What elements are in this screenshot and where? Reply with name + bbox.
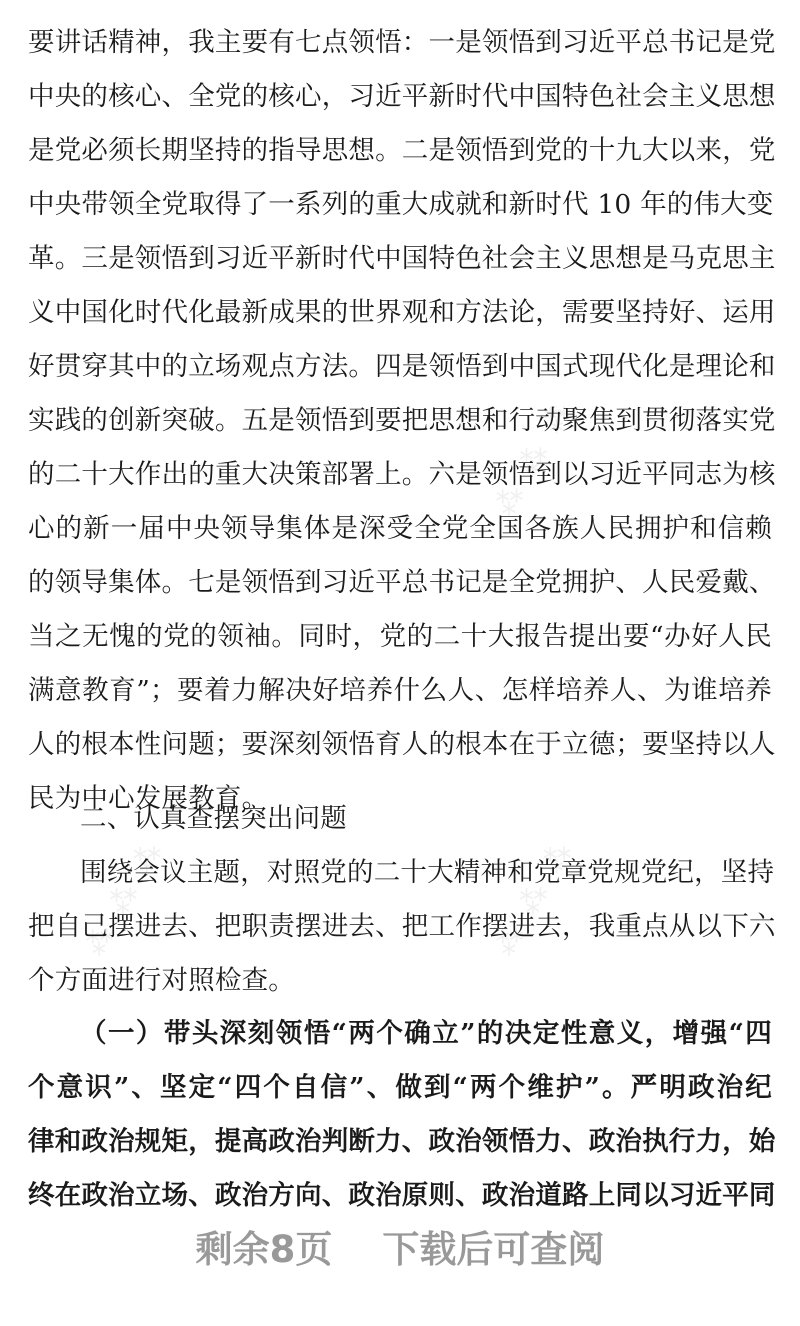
body-text-line: 中央的核心、全党的核心，习近平新时代中国特色社会主义思想 (28, 81, 776, 112)
body-text-line: 中央带领全党取得了一系列的重大成就和新时代 10 年的伟大变 (28, 189, 774, 220)
watermark: ⁂ ⁂ ⁂ (487, 832, 582, 963)
watermark: ⁂ ⁂ ⁂ (77, 832, 172, 963)
body-text-line: 围绕会议主题，对照党的二十大精神和党章党规党纪，坚持 (80, 857, 775, 888)
body-text-line: 把自己摆进去、把职责摆进去、把工作摆进去，我重点从以下六 (28, 911, 776, 942)
download-to-view-label: 下载后可查阅 (382, 1228, 605, 1271)
body-text-line: 当之无愧的党的领袖。同时，党的二十大报告提出要“办好人民 (28, 621, 772, 652)
body-text-line: 实践的创新突破。五是领悟到要把思想和行动聚焦到贯彻落实党 (28, 405, 776, 436)
watermark: ⁂ ⁂ ⁂ (487, 392, 582, 523)
download-prompt-banner[interactable] (0, 1222, 800, 1278)
body-text-line: 好贯穿其中的立场观点方法。四是领悟到中国式现代化是理论和 (28, 351, 776, 382)
remaining-pages-label: 剩余8页 (195, 1228, 333, 1271)
body-text-line: 的领导集体。七是领悟到习近平总书记是全党拥护、人民爱戴、 (28, 567, 776, 598)
body-text-line: 义中国化时代化最新成果的世界观和方法论，需要坚持好、运用 (28, 297, 776, 328)
body-text-line: 的二十大作出的重大决策部署上。六是领悟到以习近平同志为核 (28, 459, 776, 490)
body-text-line: 革。三是领悟到习近平新时代中国特色社会主义思想是马克思主 (28, 243, 776, 274)
body-text-line: 心的新一届中央领导集体是深受全党全国各族人民拥护和信赖 (28, 513, 772, 544)
body-text-line: 人的根本性问题；要深刻领悟育人的根本在于立德；要坚持以人 (28, 729, 776, 760)
body-text-line: 是党必须长期坚持的指导思想。二是领悟到党的十九大以来，党 (28, 135, 776, 166)
body-text-line: 民为中心发展教育。 (28, 783, 269, 814)
bold-text-line: 个意识”、坚定“四个自信”、做到“两个维护”。严明政治纪 (28, 1072, 772, 1103)
body-text-line: 满意教育”；要着力解决好培养什么人、怎样培养人、为谁培养 (28, 675, 772, 706)
body-text-line: 要讲话精神，我主要有七点领悟：一是领悟到习近平总书记是党 (28, 27, 776, 58)
bold-text-line: （一）带头深刻领悟“两个确立”的决定性意义，增强“四 (80, 1018, 772, 1049)
body-text-line: 个方面进行对照检查。 (28, 965, 295, 996)
bold-text-line: 终在政治立场、政治方向、政治原则、政治道路上同以习近平同 (28, 1180, 776, 1211)
bold-text-line: 律和政治规矩，提高政治判断力、政治领悟力、政治执行力，始 (28, 1126, 776, 1157)
section-heading: 二、认真查摆突出问题 (80, 803, 347, 834)
